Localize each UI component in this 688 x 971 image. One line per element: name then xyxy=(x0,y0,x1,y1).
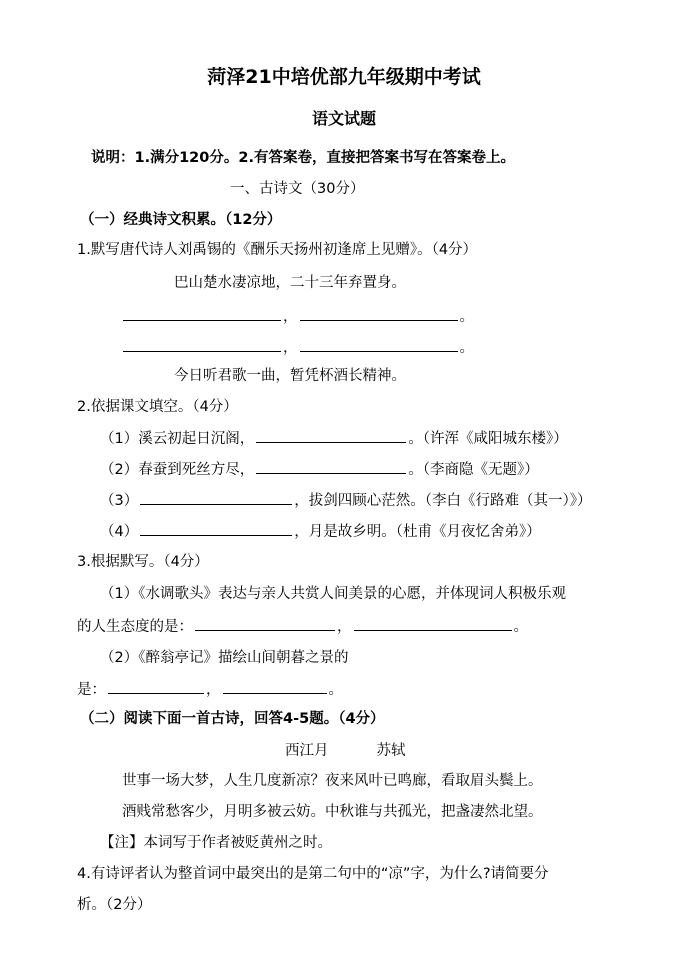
poem-header xyxy=(285,741,406,761)
q3-prompt: 3.根据默写。（4分） xyxy=(77,554,209,570)
answer-blank[interactable] xyxy=(300,337,458,352)
period: 。 xyxy=(459,340,474,356)
q2-item3-source: ，拔剑四顾心茫然。（李白《行路难（其一）》） xyxy=(294,493,592,509)
q3-item1-line2 xyxy=(77,616,528,637)
q1-poem-line1: 巴山楚水凄凉地，二十三年弃置身。 xyxy=(174,275,406,291)
q1-answer-row2 xyxy=(121,337,474,358)
q2-item3 xyxy=(100,490,591,511)
poem-author: 苏轼 xyxy=(376,743,406,759)
q1-answer-row1 xyxy=(121,306,474,327)
answer-blank[interactable] xyxy=(123,306,281,321)
q3-item2-line2 xyxy=(77,679,343,700)
poem-line1: 世事一场大梦，人生几度新凉？夜来风叶已鸣廊，看取眉头鬓上。 xyxy=(122,773,543,789)
comma: ， xyxy=(283,309,298,325)
answer-blank[interactable] xyxy=(354,616,512,631)
answer-blank[interactable] xyxy=(300,306,458,321)
q2-item1-source: 。（许浑《咸阳城东楼》） xyxy=(408,431,568,447)
q2-item2 xyxy=(100,459,539,480)
q2-item2-text: （2）春蚕到死丝方尽， xyxy=(100,462,255,478)
q3-item1-line1: （1）《水调歌头》表达与亲人共赏人间美景的心愿，并体现词人积极乐观 xyxy=(100,586,566,602)
q2-item4-text: （4） xyxy=(100,524,139,540)
instructions: 说明：1.满分120分。2.有答案卷，直接把答案书写在答案卷上。 xyxy=(91,150,515,166)
q2-item4 xyxy=(100,521,541,542)
comma: ， xyxy=(337,619,352,635)
q2-item1 xyxy=(100,428,568,449)
answer-blank[interactable] xyxy=(195,616,335,631)
q1-prompt: 1.默写唐代诗人刘禹锡的《酬乐天扬州初逢席上见赠》。（4分） xyxy=(77,242,478,258)
part1-heading: （一）经典诗文积累。（12分） xyxy=(80,212,282,228)
answer-blank[interactable] xyxy=(256,428,406,443)
q4-line2: 析。（2分） xyxy=(77,897,152,913)
q2-item1-text: （1）溪云初起日沉阁， xyxy=(100,431,255,447)
q3-item2-text: 是： xyxy=(77,682,106,698)
page-subtitle: 语文试题 xyxy=(311,109,376,128)
q2-item2-source: 。（李商隐《无题》） xyxy=(408,462,539,478)
page-title: 菏泽21中培优部九年级期中考试 xyxy=(207,66,481,88)
comma: ， xyxy=(206,682,221,698)
q4-line1: 4.有诗评者认为整首词中最突出的是第二句中的“凉”字，为什么?请简要分 xyxy=(77,866,549,882)
answer-blank[interactable] xyxy=(108,679,204,694)
q2-prompt: 2.依据课文填空。（4分） xyxy=(77,399,238,415)
q3-item1-text: 的人生态度的是： xyxy=(77,619,193,635)
period: 。 xyxy=(459,309,474,325)
period: 。 xyxy=(513,619,528,635)
q2-item4-source: ，月是故乡明。（杜甫《月夜忆舍弟》） xyxy=(294,524,541,540)
poem-note: 【注】本词写于作者被贬黄州之时。 xyxy=(100,835,332,851)
poem-title: 西江月 xyxy=(285,743,329,759)
q3-item2-line1: （2）《醉翁亭记》描绘山间朝暮之景的 xyxy=(100,650,349,666)
period: 。 xyxy=(328,682,343,698)
answer-blank[interactable] xyxy=(223,679,327,694)
answer-blank[interactable] xyxy=(123,337,281,352)
q2-item3-text: （3） xyxy=(100,493,139,509)
q1-poem-last: 今日听君歌一曲，暂凭杯酒长精神。 xyxy=(174,368,406,384)
answer-blank[interactable] xyxy=(256,459,406,474)
poem-line2: 酒贱常愁客少，月明多被云妨。中秋谁与共孤光，把盏凄然北望。 xyxy=(122,804,543,820)
part2-heading: （二）阅读下面一首古诗，回答4-5题。（4分） xyxy=(80,711,385,727)
section-heading: 一、古诗文（30分） xyxy=(230,181,365,197)
answer-blank[interactable] xyxy=(140,490,292,505)
comma: ， xyxy=(283,340,298,356)
answer-blank[interactable] xyxy=(140,521,292,536)
